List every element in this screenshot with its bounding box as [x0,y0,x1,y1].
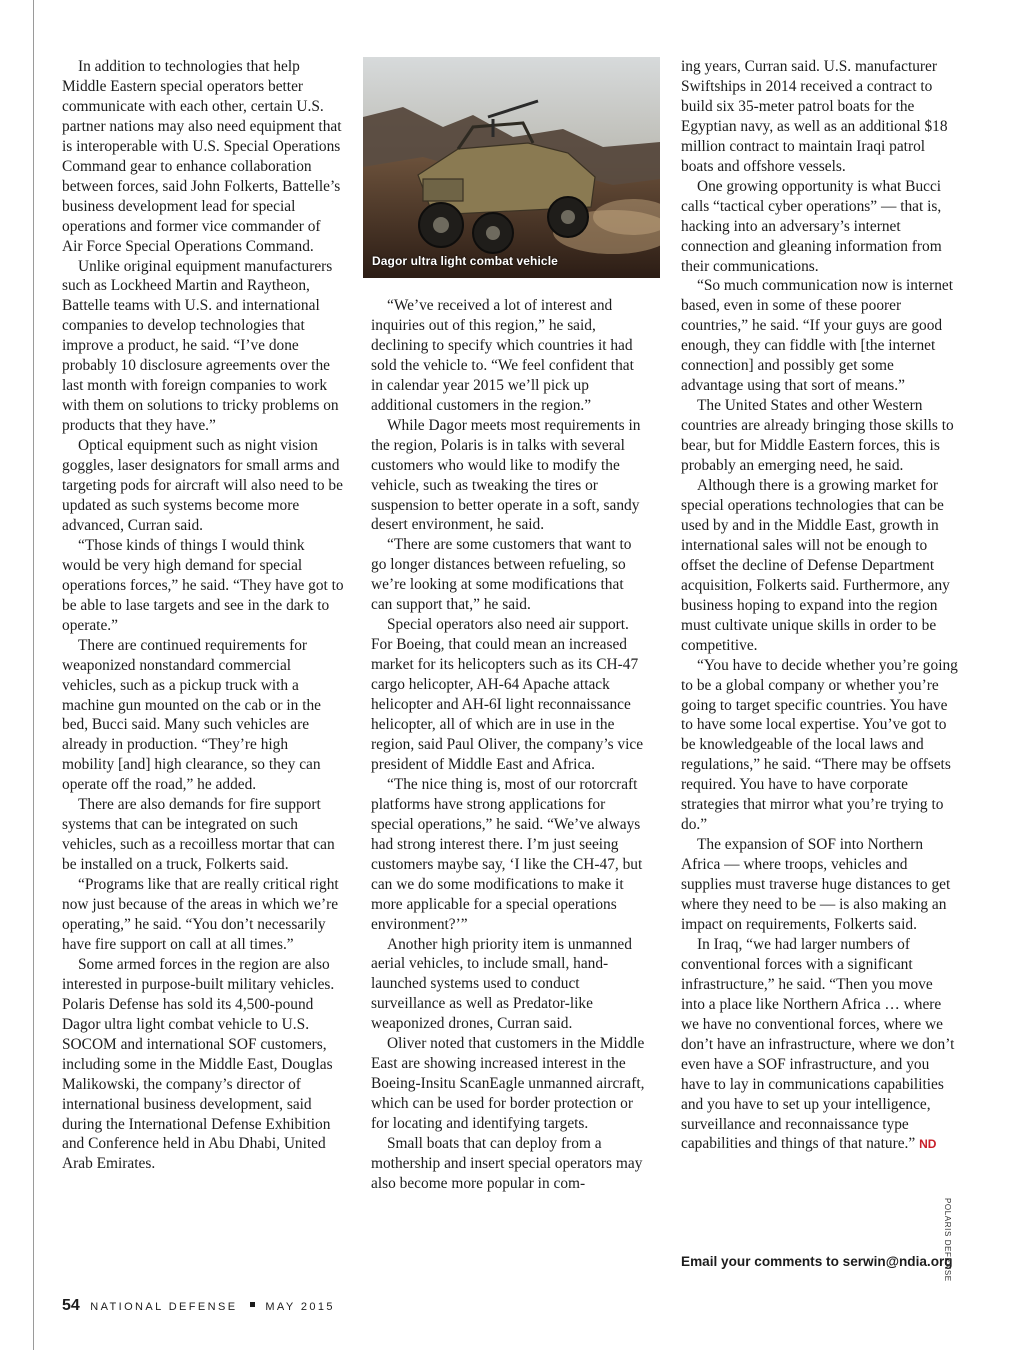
article-paragraph [371,416,647,536]
article-paragraph [62,636,344,796]
paragraph-text: “So much communication now is internet based, even in some of these poorer countries,” he said. “If your guys are good enough, they can fiddle with [the internet connection] and possibly get some advantage using that sort of means.” [681,277,954,395]
paragraph-text: The expansion of SOF into Northern Africa — where troops, vehicles and supplies must traverse huge distances to get where they need to be — is also making an impact on requirements, Folkerts said. [681,836,951,933]
email-comments-line: Email your comments to serwin@ndia.org [681,1254,953,1269]
article-paragraph [371,535,647,615]
article-column-2 [371,296,647,1194]
article-paragraph [62,795,344,875]
article-paragraph [681,177,959,277]
paragraph-text: Oliver noted that customers in the Middle East are showing increased interest in the Boeing-Insitu ScanEagle unmanned aircraft, which can be used for border protection or for locating and identifying targets. [371,1035,645,1133]
article-paragraph [62,536,344,636]
paragraph-text: Another high priority item is unmanned aerial vehicles, to include small, hand-launched systems used to conduct surveillance as well as Predator-like weaponized drones, Curran said. [371,935,632,1033]
paragraph-text: While Dagor meets most requirements in the region, Polaris is in talks with several customers who would like to modify the vehicle, such as tweaking the tires or suspension to better operate in a soft, sandy desert environment, he said. [371,416,641,534]
article-paragraph [371,775,647,935]
article-paragraph [681,476,959,656]
paragraph-text: In Iraq, “we had larger numbers of conventional forces with a significant infrastructure,” he said. “Then you move into a place like Northern Africa … where we have no conventional forces, where we don’t have an infrastructure, where we don’t even have a SOF infrastructure, and you have to lay in communications capabilities and you have to set up your intelligence, surveillance and reconnaissance type capabilities and things of that nature.” [681,935,955,1153]
article-paragraph [62,57,344,257]
publication-name: NATIONAL DEFENSE [90,1301,238,1313]
paragraph-text: “Those kinds of things I would think would be very high demand for special operations forces,” he said. “They have got to be able to lase targets and see in the dark to operate.” [62,536,344,634]
article-paragraph [62,257,344,437]
photo-credit: POLARIS DEFENSE [943,1198,952,1282]
paragraph-text: There are continued requirements for weaponized nonstandard commercial vehicles, such as a pickup truck with a machine gun mounted on the cab or in the bed, Bucci said. Many such vehicles are already in production. “They’re high mobility [and] high clearance, so they can operate off the road,” he added. [62,636,322,794]
paragraph-text: Optical equipment such as night vision goggles, laser designators for small arms and targeting pods for aircraft will also need to be updated as such systems become more advanced, Curran said. [62,437,343,534]
paragraph-text: “Programs like that are really critical right now just because of the areas in which we’re operating,” he said. “You don’t necessarily have fire support on call at all times.” [62,876,339,953]
article-column-3 [681,57,959,1155]
article-paragraph [371,1034,647,1134]
paragraph-text: Special operators also need air support. For Boeing, that could mean an increased market for its helicopters such as its CH-47 cargo helicopter, AH-64 Apache attack helicopter and AH-6I light reconnaissance helicopter, all of which are in use in the region, said Paul Oliver, the company’s vice president of Middle East and Africa. [371,616,644,773]
article-paragraph [371,935,647,1035]
article-paragraph [681,656,959,836]
article-column-1 [62,57,344,1174]
paragraph-text: “There are some customers that want to go longer distances between refueling, so we’re looking at some modifications that can support that,” he said. [371,536,632,614]
issue-date: MAY 2015 [265,1301,335,1313]
paragraph-text: The United States and other Western countries are already bringing those skills to bear, but for Middle Eastern forces, this is probably an emerging need, he said. [681,397,954,475]
paragraph-text: “We’ve received a lot of interest and inquiries out of this region,” he said, declining to specify which countries it had sold the vehicle to. “We feel confident that in calendar year 2015 we’ll pick up additional customers in the region.” [371,297,634,414]
dagor-vehicle-illustration [363,57,660,278]
paragraph-text: In addition to technologies that help Middle Eastern special operators better communicate with each other, certain U.S. partner nations may also need equipment that is interoperable with U.S. Special Operations Command gear to enhance collaboration between forces, said John Folkerts, Battelle’s business development lead for special operations and former vice commander of Air Force Special Operations Command. [62,58,342,255]
article-paragraph [62,875,344,955]
article-paragraph [681,396,959,476]
article-paragraph [681,276,959,396]
page-edge-rule [33,0,34,1350]
article-paragraph [681,835,959,935]
page-number: 54 [62,1297,80,1314]
article-paragraph [371,615,647,775]
paragraph-text: Although there is a growing market for special operations technologies that can be used by and in the Middle East, growth in international sales will not be enough to offset the decline of Defense Department acquisition, Folkerts said. Furthermore, any business hoping to expand into the region must cultivate unique skills in order to be competitive. [681,477,950,654]
photo-caption: Dagor ultra light combat vehicle [372,254,558,268]
page-footer [62,1297,335,1315]
article-paragraph [62,955,344,1174]
paragraph-text: There are also demands for fire support systems that can be integrated on such vehicles, such as a recoilless mortar that can be installed on a truck, Folkerts said. [62,796,335,874]
article-paragraph [62,436,344,536]
paragraph-text: ing years, Curran said. U.S. manufacturer Swiftships in 2014 received a contract to build six 35-meter patrol boats for the Egyptian navy, as well as an additional $18 million contract to maintain Iraqi patrol boats and offshore vessels. [681,58,948,175]
footer-separator [250,1302,255,1307]
paragraph-text: “You have to decide whether you’re going to be a global company or whether you’re going to target specific countries. You have to have some local expertise. You’ve got to be knowledgeable of the local laws and regulations,” he said. “There may be offsets required. You have to have corporate strategies that mirror what you’re trying to do.” [681,656,958,834]
article-paragraph [681,935,959,1155]
paragraph-text: Unlike original equipment manufacturers such as Lockheed Martin and Raytheon, Battelle teams with U.S. and international companies to develop technologies that improve a product, he said. “I’ve done probably 10 disclosure agreements over the last month with foreign companies to work with them on solutions to tricky problems on products that they have.” [62,257,339,435]
article-paragraph [681,57,959,177]
paragraph-text: One growing opportunity is what Bucci calls “tactical cyber operations” — that is, hacking into an adversary’s internet connection and gleaning information from their communications. [681,177,942,275]
paragraph-text: “The nice thing is, most of our rotorcraft platforms have strong applications for special operations,” he said. “We’ve always had strong interest there. I’m just seeing customers maybe say, ‘I like the CH-47, but can we do some modifications to make it more applicable for a special operations environment?’” [371,775,643,933]
paragraph-text: Small boats that can deploy from a mothership and insert special operators may also become more popular in com- [371,1135,643,1192]
end-mark: ND [919,1137,937,1152]
article-paragraph [371,296,647,416]
article-paragraph [371,1134,647,1194]
vehicle-photo [363,57,660,278]
paragraph-text: Some armed forces in the region are also interested in purpose-built military vehicles. Polaris Defense has sold its 4,500-pound Dagor ultra light combat vehicle to U.S. SOCOM and international SOF customers, including some in the Middle East, Douglas Malikowski, the company’s director of international business development, said during the International Defense Exhibition and Conference held in Abu Dhabi, United Arab Emirates. [62,955,335,1173]
